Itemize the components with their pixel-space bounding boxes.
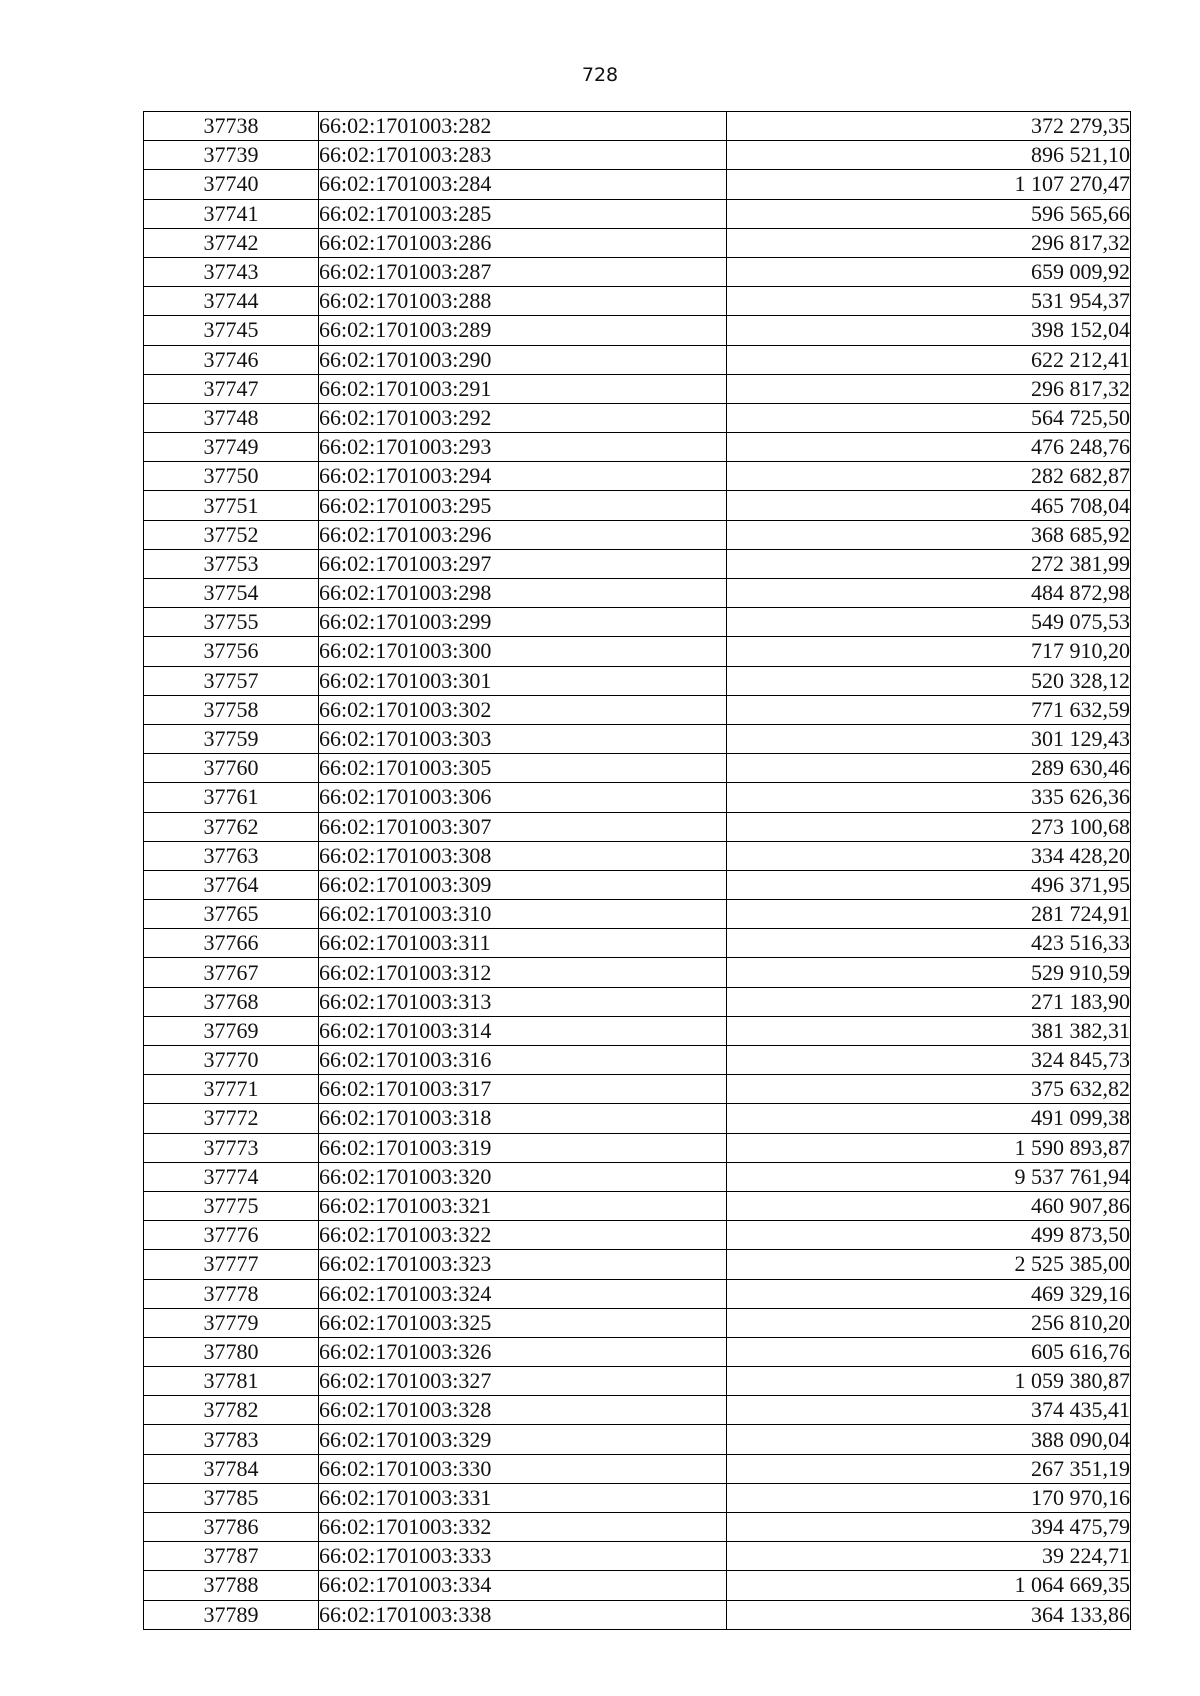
cadastral-number-cell: 66:02:1701003:287 bbox=[319, 257, 727, 286]
row-number-cell: 37770 bbox=[144, 1046, 319, 1075]
row-number-cell: 37759 bbox=[144, 724, 319, 753]
cadastral-number-cell: 66:02:1701003:295 bbox=[319, 491, 727, 520]
cadastral-value-cell: 381 382,31 bbox=[727, 1016, 1131, 1045]
cadastral-value-cell: 296 817,32 bbox=[727, 374, 1131, 403]
table-row bbox=[144, 403, 1131, 432]
cadastral-number-cell: 66:02:1701003:323 bbox=[319, 1250, 727, 1279]
row-number-cell: 37785 bbox=[144, 1483, 319, 1512]
cadastral-value-cell: 398 152,04 bbox=[727, 316, 1131, 345]
row-number-cell: 37765 bbox=[144, 900, 319, 929]
cadastral-number-cell: 66:02:1701003:320 bbox=[319, 1162, 727, 1191]
cadastral-value-cell: 496 371,95 bbox=[727, 870, 1131, 899]
table-row bbox=[144, 1513, 1131, 1542]
row-number-cell: 37754 bbox=[144, 579, 319, 608]
cadastral-value-cell: 499 873,50 bbox=[727, 1221, 1131, 1250]
table-row bbox=[144, 374, 1131, 403]
table-row bbox=[144, 870, 1131, 899]
cadastral-value-cell: 1 059 380,87 bbox=[727, 1367, 1131, 1396]
cadastral-value-cell: 1 590 893,87 bbox=[727, 1133, 1131, 1162]
cadastral-number-cell: 66:02:1701003:298 bbox=[319, 579, 727, 608]
cadastral-number-cell: 66:02:1701003:301 bbox=[319, 666, 727, 695]
row-number-cell: 37751 bbox=[144, 491, 319, 520]
cadastral-number-cell: 66:02:1701003:289 bbox=[319, 316, 727, 345]
cadastral-value-cell: 267 351,19 bbox=[727, 1454, 1131, 1483]
cadastral-number-cell: 66:02:1701003:334 bbox=[319, 1571, 727, 1600]
cadastral-number-cell: 66:02:1701003:286 bbox=[319, 228, 727, 257]
cadastral-number-cell: 66:02:1701003:332 bbox=[319, 1513, 727, 1542]
cadastral-value-cell: 334 428,20 bbox=[727, 841, 1131, 870]
cadastral-number-cell: 66:02:1701003:313 bbox=[319, 987, 727, 1016]
table-row bbox=[144, 1308, 1131, 1337]
row-number-cell: 37769 bbox=[144, 1016, 319, 1045]
cadastral-value-cell: 364 133,86 bbox=[727, 1600, 1131, 1629]
row-number-cell: 37750 bbox=[144, 462, 319, 491]
cadastral-value-cell: 622 212,41 bbox=[727, 345, 1131, 374]
cadastral-value-cell: 549 075,53 bbox=[727, 608, 1131, 637]
cadastral-value-cell: 659 009,92 bbox=[727, 257, 1131, 286]
row-number-cell: 37756 bbox=[144, 637, 319, 666]
table-row bbox=[144, 141, 1131, 170]
table-row bbox=[144, 1600, 1131, 1629]
row-number-cell: 37767 bbox=[144, 958, 319, 987]
row-number-cell: 37760 bbox=[144, 754, 319, 783]
cadastral-number-cell: 66:02:1701003:309 bbox=[319, 870, 727, 899]
cadastral-value-cell: 596 565,66 bbox=[727, 199, 1131, 228]
row-number-cell: 37786 bbox=[144, 1513, 319, 1542]
cadastral-number-cell: 66:02:1701003:327 bbox=[319, 1367, 727, 1396]
row-number-cell: 37774 bbox=[144, 1162, 319, 1191]
cadastral-number-cell: 66:02:1701003:331 bbox=[319, 1483, 727, 1512]
table-row bbox=[144, 929, 1131, 958]
cadastral-value-cell: 423 516,33 bbox=[727, 929, 1131, 958]
cadastral-number-cell: 66:02:1701003:330 bbox=[319, 1454, 727, 1483]
cadastral-number-cell: 66:02:1701003:314 bbox=[319, 1016, 727, 1045]
cadastral-value-cell: 484 872,98 bbox=[727, 579, 1131, 608]
table-row bbox=[144, 1046, 1131, 1075]
table-row bbox=[144, 228, 1131, 257]
cadastral-value-cell: 39 224,71 bbox=[727, 1542, 1131, 1571]
cadastral-value-cell: 771 632,59 bbox=[727, 695, 1131, 724]
table-row bbox=[144, 841, 1131, 870]
cadastral-number-cell: 66:02:1701003:299 bbox=[319, 608, 727, 637]
cadastral-value-cell: 388 090,04 bbox=[727, 1425, 1131, 1454]
row-number-cell: 37780 bbox=[144, 1337, 319, 1366]
row-number-cell: 37762 bbox=[144, 812, 319, 841]
row-number-cell: 37788 bbox=[144, 1571, 319, 1600]
cadastral-number-cell: 66:02:1701003:317 bbox=[319, 1075, 727, 1104]
table-row bbox=[144, 783, 1131, 812]
table-row bbox=[144, 520, 1131, 549]
cadastral-value-cell: 520 328,12 bbox=[727, 666, 1131, 695]
cadastral-value-cell: 9 537 761,94 bbox=[727, 1162, 1131, 1191]
cadastral-value-cell: 372 279,35 bbox=[727, 112, 1131, 141]
cadastral-number-cell: 66:02:1701003:290 bbox=[319, 345, 727, 374]
table-row bbox=[144, 1279, 1131, 1308]
table-row bbox=[144, 1016, 1131, 1045]
page-number: 728 bbox=[581, 64, 619, 86]
row-number-cell: 37743 bbox=[144, 257, 319, 286]
cadastral-value-cell: 282 682,87 bbox=[727, 462, 1131, 491]
row-number-cell: 37741 bbox=[144, 199, 319, 228]
cadastral-value-cell: 289 630,46 bbox=[727, 754, 1131, 783]
cadastral-number-cell: 66:02:1701003:285 bbox=[319, 199, 727, 228]
table-row bbox=[144, 1571, 1131, 1600]
row-number-cell: 37739 bbox=[144, 141, 319, 170]
row-number-cell: 37761 bbox=[144, 783, 319, 812]
row-number-cell: 37738 bbox=[144, 112, 319, 141]
row-number-cell: 37789 bbox=[144, 1600, 319, 1629]
row-number-cell: 37747 bbox=[144, 374, 319, 403]
cadastral-value-cell: 394 475,79 bbox=[727, 1513, 1131, 1542]
cadastral-value-cell: 491 099,38 bbox=[727, 1104, 1131, 1133]
cadastral-number-cell: 66:02:1701003:328 bbox=[319, 1396, 727, 1425]
table-row bbox=[144, 112, 1131, 141]
table-row bbox=[144, 812, 1131, 841]
cadastral-value-cell: 1 107 270,47 bbox=[727, 170, 1131, 199]
cadastral-number-cell: 66:02:1701003:283 bbox=[319, 141, 727, 170]
table-row bbox=[144, 900, 1131, 929]
table-row bbox=[144, 287, 1131, 316]
cadastral-value-cell: 375 632,82 bbox=[727, 1075, 1131, 1104]
table-row bbox=[144, 491, 1131, 520]
cadastral-number-cell: 66:02:1701003:297 bbox=[319, 549, 727, 578]
cadastral-value-cell: 374 435,41 bbox=[727, 1396, 1131, 1425]
table-row bbox=[144, 1425, 1131, 1454]
cadastral-value-cell: 460 907,86 bbox=[727, 1191, 1131, 1220]
cadastral-number-cell: 66:02:1701003:311 bbox=[319, 929, 727, 958]
row-number-cell: 37779 bbox=[144, 1308, 319, 1337]
cadastral-number-cell: 66:02:1701003:303 bbox=[319, 724, 727, 753]
cadastral-number-cell: 66:02:1701003:326 bbox=[319, 1337, 727, 1366]
cadastral-number-cell: 66:02:1701003:338 bbox=[319, 1600, 727, 1629]
row-number-cell: 37777 bbox=[144, 1250, 319, 1279]
cadastral-number-cell: 66:02:1701003:318 bbox=[319, 1104, 727, 1133]
cadastral-number-cell: 66:02:1701003:319 bbox=[319, 1133, 727, 1162]
cadastral-value-cell: 296 817,32 bbox=[727, 228, 1131, 257]
cadastral-number-cell: 66:02:1701003:329 bbox=[319, 1425, 727, 1454]
cadastral-number-cell: 66:02:1701003:282 bbox=[319, 112, 727, 141]
table-row bbox=[144, 1250, 1131, 1279]
table-row bbox=[144, 1075, 1131, 1104]
cadastral-number-cell: 66:02:1701003:302 bbox=[319, 695, 727, 724]
cadastral-value-cell: 273 100,68 bbox=[727, 812, 1131, 841]
cadastral-value-cell: 896 521,10 bbox=[727, 141, 1131, 170]
row-number-cell: 37758 bbox=[144, 695, 319, 724]
table-row bbox=[144, 987, 1131, 1016]
table-row bbox=[144, 549, 1131, 578]
table-row bbox=[144, 199, 1131, 228]
cadastral-value-cell: 465 708,04 bbox=[727, 491, 1131, 520]
table-body bbox=[144, 112, 1131, 1630]
cadastral-value-cell: 531 954,37 bbox=[727, 287, 1131, 316]
table-row bbox=[144, 1162, 1131, 1191]
row-number-cell: 37783 bbox=[144, 1425, 319, 1454]
cadastral-number-cell: 66:02:1701003:294 bbox=[319, 462, 727, 491]
cadastral-number-cell: 66:02:1701003:321 bbox=[319, 1191, 727, 1220]
table-row bbox=[144, 637, 1131, 666]
cadastral-number-cell: 66:02:1701003:325 bbox=[319, 1308, 727, 1337]
table-row bbox=[144, 257, 1131, 286]
cadastral-value-cell: 529 910,59 bbox=[727, 958, 1131, 987]
table-row bbox=[144, 958, 1131, 987]
cadastral-value-cell: 281 724,91 bbox=[727, 900, 1131, 929]
row-number-cell: 37763 bbox=[144, 841, 319, 870]
cadastral-value-cell: 335 626,36 bbox=[727, 783, 1131, 812]
cadastral-value-cell: 272 381,99 bbox=[727, 549, 1131, 578]
table-row bbox=[144, 1133, 1131, 1162]
row-number-cell: 37782 bbox=[144, 1396, 319, 1425]
cadastral-number-cell: 66:02:1701003:284 bbox=[319, 170, 727, 199]
cadastral-number-cell: 66:02:1701003:333 bbox=[319, 1542, 727, 1571]
cadastral-number-cell: 66:02:1701003:322 bbox=[319, 1221, 727, 1250]
table-row bbox=[144, 345, 1131, 374]
cadastral-value-cell: 170 970,16 bbox=[727, 1483, 1131, 1512]
row-number-cell: 37781 bbox=[144, 1367, 319, 1396]
cadastral-number-cell: 66:02:1701003:312 bbox=[319, 958, 727, 987]
cadastral-value-table bbox=[143, 111, 1131, 1630]
table-row bbox=[144, 1396, 1131, 1425]
cadastral-number-cell: 66:02:1701003:324 bbox=[319, 1279, 727, 1308]
cadastral-number-cell: 66:02:1701003:293 bbox=[319, 433, 727, 462]
row-number-cell: 37784 bbox=[144, 1454, 319, 1483]
row-number-cell: 37768 bbox=[144, 987, 319, 1016]
cadastral-number-cell: 66:02:1701003:316 bbox=[319, 1046, 727, 1075]
row-number-cell: 37787 bbox=[144, 1542, 319, 1571]
row-number-cell: 37775 bbox=[144, 1191, 319, 1220]
cadastral-number-cell: 66:02:1701003:305 bbox=[319, 754, 727, 783]
cadastral-value-cell: 2 525 385,00 bbox=[727, 1250, 1131, 1279]
cadastral-number-cell: 66:02:1701003:306 bbox=[319, 783, 727, 812]
row-number-cell: 37755 bbox=[144, 608, 319, 637]
table-row bbox=[144, 1221, 1131, 1250]
table-row bbox=[144, 462, 1131, 491]
row-number-cell: 37764 bbox=[144, 870, 319, 899]
table-row bbox=[144, 1454, 1131, 1483]
table-row bbox=[144, 724, 1131, 753]
table-row bbox=[144, 433, 1131, 462]
cadastral-number-cell: 66:02:1701003:291 bbox=[319, 374, 727, 403]
row-number-cell: 37766 bbox=[144, 929, 319, 958]
row-number-cell: 37745 bbox=[144, 316, 319, 345]
cadastral-number-cell: 66:02:1701003:288 bbox=[319, 287, 727, 316]
cadastral-number-cell: 66:02:1701003:296 bbox=[319, 520, 727, 549]
cadastral-value-cell: 469 329,16 bbox=[727, 1279, 1131, 1308]
row-number-cell: 37776 bbox=[144, 1221, 319, 1250]
table-row bbox=[144, 608, 1131, 637]
table-row bbox=[144, 666, 1131, 695]
table-row bbox=[144, 170, 1131, 199]
table-row bbox=[144, 579, 1131, 608]
table-row bbox=[144, 1367, 1131, 1396]
cadastral-value-cell: 368 685,92 bbox=[727, 520, 1131, 549]
cadastral-value-cell: 1 064 669,35 bbox=[727, 1571, 1131, 1600]
cadastral-value-cell: 605 616,76 bbox=[727, 1337, 1131, 1366]
cadastral-value-cell: 564 725,50 bbox=[727, 403, 1131, 432]
row-number-cell: 37752 bbox=[144, 520, 319, 549]
table-row bbox=[144, 1483, 1131, 1512]
row-number-cell: 37753 bbox=[144, 549, 319, 578]
row-number-cell: 37746 bbox=[144, 345, 319, 374]
table-row bbox=[144, 1104, 1131, 1133]
row-number-cell: 37742 bbox=[144, 228, 319, 257]
row-number-cell: 37748 bbox=[144, 403, 319, 432]
cadastral-number-cell: 66:02:1701003:300 bbox=[319, 637, 727, 666]
cadastral-number-cell: 66:02:1701003:310 bbox=[319, 900, 727, 929]
table-row bbox=[144, 1337, 1131, 1366]
cadastral-number-cell: 66:02:1701003:308 bbox=[319, 841, 727, 870]
cadastral-value-cell: 476 248,76 bbox=[727, 433, 1131, 462]
row-number-cell: 37771 bbox=[144, 1075, 319, 1104]
cadastral-value-cell: 717 910,20 bbox=[727, 637, 1131, 666]
row-number-cell: 37778 bbox=[144, 1279, 319, 1308]
cadastral-number-cell: 66:02:1701003:292 bbox=[319, 403, 727, 432]
cadastral-value-cell: 301 129,43 bbox=[727, 724, 1131, 753]
row-number-cell: 37773 bbox=[144, 1133, 319, 1162]
row-number-cell: 37740 bbox=[144, 170, 319, 199]
table-row bbox=[144, 1542, 1131, 1571]
row-number-cell: 37757 bbox=[144, 666, 319, 695]
row-number-cell: 37744 bbox=[144, 287, 319, 316]
table-row bbox=[144, 695, 1131, 724]
row-number-cell: 37749 bbox=[144, 433, 319, 462]
cadastral-value-cell: 271 183,90 bbox=[727, 987, 1131, 1016]
table-row bbox=[144, 316, 1131, 345]
cadastral-number-cell: 66:02:1701003:307 bbox=[319, 812, 727, 841]
table-row bbox=[144, 1191, 1131, 1220]
cadastral-value-cell: 324 845,73 bbox=[727, 1046, 1131, 1075]
row-number-cell: 37772 bbox=[144, 1104, 319, 1133]
cadastral-value-cell: 256 810,20 bbox=[727, 1308, 1131, 1337]
table-row bbox=[144, 754, 1131, 783]
